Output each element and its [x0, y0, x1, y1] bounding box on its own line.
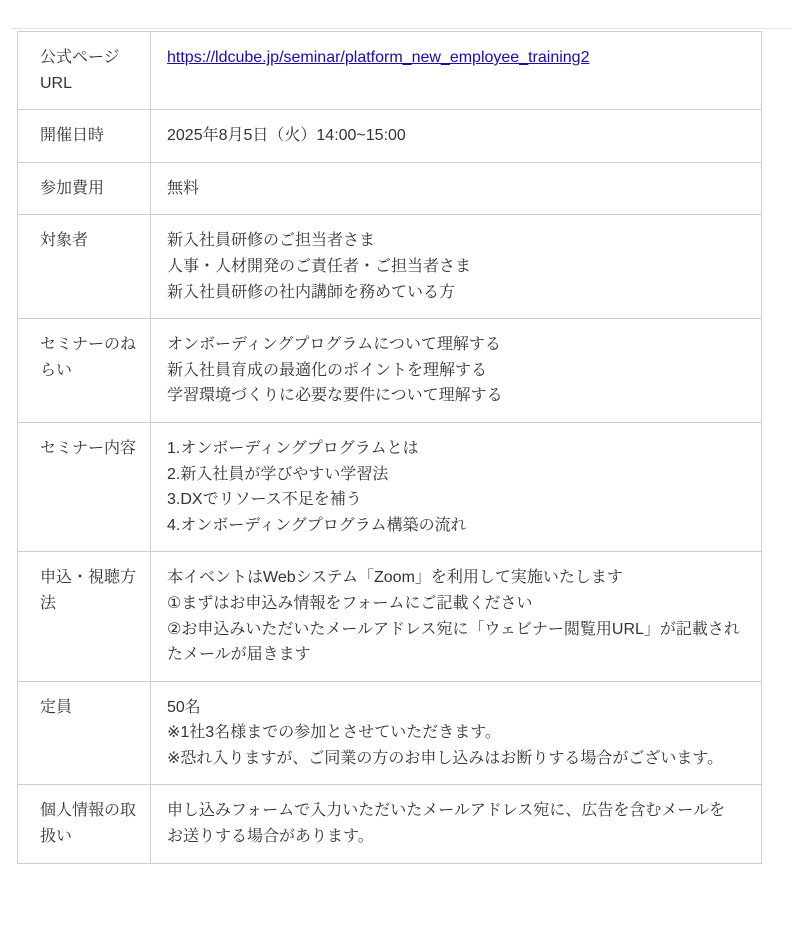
content-line: ※1社3名様までの参加とさせていただきます。 — [167, 724, 501, 742]
row-content — [151, 110, 762, 163]
content-line: 3.DXでリソース不足を補う — [167, 491, 362, 509]
content-line: 人事・人材開発のご責任者・ご担当者さま — [167, 257, 472, 275]
content-line: 新入社員育成の最適化のポイントを理解する — [167, 361, 488, 379]
row-label: 申込・視聴方法 — [18, 552, 151, 681]
row-content — [151, 319, 762, 423]
content-line: 1.オンボーディングプログラムとは — [167, 439, 419, 457]
row-content — [151, 681, 762, 785]
row-label: 公式ページURL — [18, 32, 151, 110]
row-content — [151, 552, 762, 681]
row-label: セミナー内容 — [18, 422, 151, 551]
row-content — [151, 215, 762, 319]
content-line: ①まずはお申込み情報をフォームにご記載ください — [167, 594, 533, 612]
table-row — [18, 162, 762, 215]
row-label: 個人情報の取扱い — [18, 785, 151, 863]
content-line: 50名 — [167, 698, 201, 716]
content-line: ※恐れ入りますが、ご同業の方のお申し込みはお断りする場合がございます。 — [167, 749, 724, 767]
table-row — [18, 110, 762, 163]
row-content — [151, 32, 762, 110]
row-content — [151, 422, 762, 551]
content-line: 2025年8月5日（火）14:00~15:00 — [167, 127, 406, 145]
row-content — [151, 162, 762, 215]
content-line: 本イベントはWebシステム「Zoom」を利用して実施いたします — [167, 569, 623, 587]
table-row — [18, 32, 762, 110]
seminar-info-table — [17, 31, 762, 864]
content-line: ②お申込みいただいたメールアドレス宛に「ウェビナー閲覧用URL」が記載されたメールが届きます — [167, 620, 740, 664]
row-label: 定員 — [18, 681, 151, 785]
row-content — [151, 785, 762, 863]
row-label: セミナーのねらい — [18, 319, 151, 423]
row-label: 対象者 — [18, 215, 151, 319]
seminar-table-body — [18, 32, 762, 864]
content-line: 新入社員研修のご担当者さま — [167, 232, 376, 250]
table-row — [18, 785, 762, 863]
content-line: 新入社員研修の社内講師を務めている方 — [167, 283, 456, 301]
table-row — [18, 552, 762, 681]
row-label: 開催日時 — [18, 110, 151, 163]
content-area — [11, 28, 792, 864]
content-line: 4.オンボーディングプログラム構築の流れ — [167, 516, 467, 534]
content-line: 無料 — [167, 179, 200, 197]
content-line: 2.新入社員が学びやすい学習法 — [167, 465, 389, 483]
table-row — [18, 215, 762, 319]
row-label: 参加費用 — [18, 162, 151, 215]
official-page-link[interactable]: https://ldcube.jp/seminar/platform_new_employee_training2 — [167, 49, 590, 66]
content-line: オンボーディングプログラムについて理解する — [167, 336, 501, 354]
content-line: 申し込みフォームで入力いただいたメールアドレス宛に、広告を含むメールをお送りする場合があります。 — [167, 802, 726, 846]
table-row — [18, 681, 762, 785]
table-row — [18, 319, 762, 423]
content-line: 学習環境づくりに必要な要件について理解する — [167, 387, 503, 405]
content-line — [167, 45, 741, 71]
table-row — [18, 422, 762, 551]
